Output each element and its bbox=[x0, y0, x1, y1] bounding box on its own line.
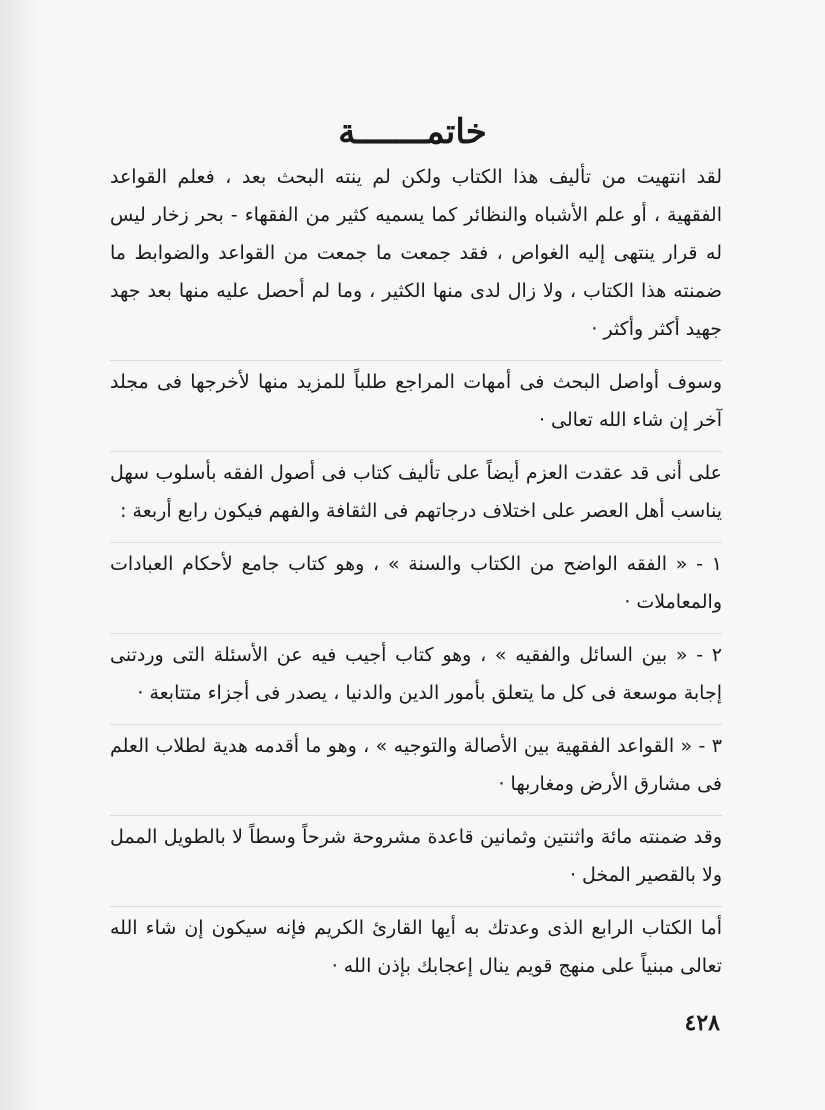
paragraph-separator bbox=[110, 623, 722, 634]
scan-shadow bbox=[0, 0, 40, 1110]
paragraph-separator bbox=[110, 896, 722, 907]
paragraph-separator bbox=[110, 805, 722, 816]
page-number: ٤٢٨ bbox=[684, 1010, 720, 1036]
paragraph-separator bbox=[110, 532, 722, 543]
list-item-3: ٣ - « القواعد الفقهية بين الأصالة والتوجيه » ، وهو ما أقدمه هدية لطلاب العلم فى مشارق الأرض ومغاربها · bbox=[110, 735, 722, 795]
paragraph-2: وسوف أواصل البحث فى أمهات المراجع طلباً للمزيد منها لأخرجها فى مجلد آخر إن شاء الله تعالى · bbox=[110, 371, 722, 431]
paragraph-8: أما الكتاب الرابع الذى وعدتك به أيها القارئ الكريم فإنه سيكون إن شاء الله تعالى مبنياً على منهج قويم ينال إعجابك بإذن الله · bbox=[110, 917, 722, 977]
paragraph-7: وقد ضمنته مائة واثنتين وثمانين قاعدة مشروحة شرحاً وسطاً لا بالطويل الممل ولا بالقصير المخل · bbox=[110, 826, 722, 886]
paragraph-separator bbox=[110, 350, 722, 361]
paragraph-3: على أنى قد عقدت العزم أيضاً على تأليف كتاب فى أصول الفقه بأسلوب سهل يناسب أهل العصر على اختلاف درجاتهم فى الثقافة والفهم فيكون رابع أربعة : bbox=[110, 462, 722, 522]
page-title: خاتمـــــــة bbox=[338, 112, 487, 152]
paragraph-separator bbox=[110, 441, 722, 452]
paragraph-separator bbox=[110, 714, 722, 725]
list-item-2: ٢ - « بين السائل والفقيه » ، وهو كتاب أجيب فيه عن الأسئلة التى وردتنى إجابة موسعة فى كل ما يتعلق بأمور الدين والدنيا ، يصدر فى أجزاء متتابعة · bbox=[110, 644, 722, 704]
paragraph-1: لقد انتهيت من تأليف هذا الكتاب ولكن لم ينته البحث بعد ، فعلم القواعد الفقهية ، أو علم الأشباه والنظائر كما يسميه كثير من الفقهاء - بحر زخار ليس له قرار ينتهى إليه الغواص ، فقد جمعت ما جمعت من القواعد والضوابط ما ضمنته هذا الكتاب ، ولا زال لدى منها الكثير ، وما لم أحصل عليه منها بعد جهد جهيد أكثر وأكثر · bbox=[110, 166, 722, 340]
list-item-1: ١ - « الفقه الواضح من الكتاب والسنة » ، وهو كتاب جامع لأحكام العبادات والمعاملات · bbox=[110, 553, 722, 613]
page-body bbox=[110, 158, 722, 985]
